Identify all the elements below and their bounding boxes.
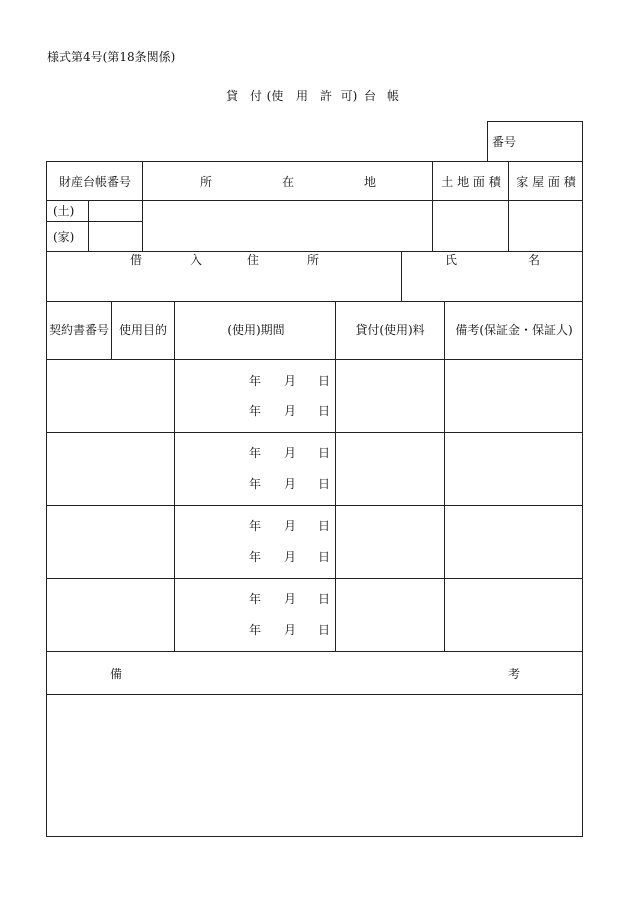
date-day-unit: 日 bbox=[317, 623, 331, 637]
borrower-address-header-char: 住 bbox=[246, 253, 260, 267]
date-month-unit: 月 bbox=[283, 623, 297, 637]
title-char: 貸 bbox=[225, 89, 239, 103]
date-month-unit: 月 bbox=[283, 592, 297, 606]
title-char: 許 bbox=[319, 89, 333, 103]
title-char: (使 bbox=[266, 89, 284, 103]
date-day-unit: 日 bbox=[317, 519, 331, 533]
period-header: (使用)期間 bbox=[227, 323, 285, 337]
property-ledger-number-header: 財産台帳番号 bbox=[58, 175, 132, 189]
date-year-unit: 年 bbox=[248, 446, 262, 460]
date-year-unit: 年 bbox=[248, 592, 262, 606]
title-char: 帳 bbox=[386, 89, 400, 103]
borrower-address-header-char: 入 bbox=[189, 253, 203, 267]
date-month-unit: 月 bbox=[283, 519, 297, 533]
title-char: 用 bbox=[295, 89, 309, 103]
date-day-unit: 日 bbox=[317, 446, 331, 460]
date-month-unit: 月 bbox=[283, 550, 297, 564]
borrower-address-header-char: 借 bbox=[129, 253, 143, 267]
purpose-header: 使用目的 bbox=[118, 323, 168, 337]
fee-header: 貸付(使用)料 bbox=[355, 323, 425, 337]
date-month-unit: 月 bbox=[283, 446, 297, 460]
date-day-unit: 日 bbox=[317, 550, 331, 564]
date-year-unit: 年 bbox=[248, 519, 262, 533]
date-year-unit: 年 bbox=[248, 550, 262, 564]
type-land-label: (土) bbox=[53, 204, 75, 218]
date-month-unit: 月 bbox=[283, 374, 297, 388]
location-header-char: 在 bbox=[281, 175, 295, 189]
date-month-unit: 月 bbox=[283, 477, 297, 491]
date-year-unit: 年 bbox=[248, 404, 262, 418]
notes-header-char: 備 bbox=[109, 667, 123, 681]
house-area-header: 家 屋 面 積 bbox=[516, 175, 576, 189]
date-year-unit: 年 bbox=[248, 374, 262, 388]
date-day-unit: 日 bbox=[317, 404, 331, 418]
borrower-name-header-char: 名 bbox=[527, 253, 541, 267]
location-header-char: 所 bbox=[199, 175, 213, 189]
notes-header-char: 考 bbox=[507, 667, 521, 681]
remarks-header: 備考(保証金・保証人) bbox=[455, 323, 573, 337]
notes-area bbox=[47, 695, 582, 836]
date-year-unit: 年 bbox=[248, 623, 262, 637]
borrower-address-header-char: 所 bbox=[306, 253, 320, 267]
title-char: 台 bbox=[363, 89, 377, 103]
title-char: 可) bbox=[340, 89, 358, 103]
date-month-unit: 月 bbox=[283, 404, 297, 418]
number-label: 番号 bbox=[492, 135, 517, 149]
form-label: 様式第4号(第18条関係) bbox=[47, 50, 176, 64]
date-day-unit: 日 bbox=[317, 374, 331, 388]
land-area-header: 土 地 面 積 bbox=[441, 175, 501, 189]
location-header-char: 地 bbox=[363, 175, 377, 189]
type-house-label: (家) bbox=[53, 230, 75, 244]
title-char: 付 bbox=[249, 89, 263, 103]
date-day-unit: 日 bbox=[317, 477, 331, 491]
borrower-name-header-char: 氏 bbox=[444, 253, 458, 267]
date-year-unit: 年 bbox=[248, 477, 262, 491]
date-day-unit: 日 bbox=[317, 592, 331, 606]
contract-number-header: 契約書番号 bbox=[48, 323, 110, 337]
